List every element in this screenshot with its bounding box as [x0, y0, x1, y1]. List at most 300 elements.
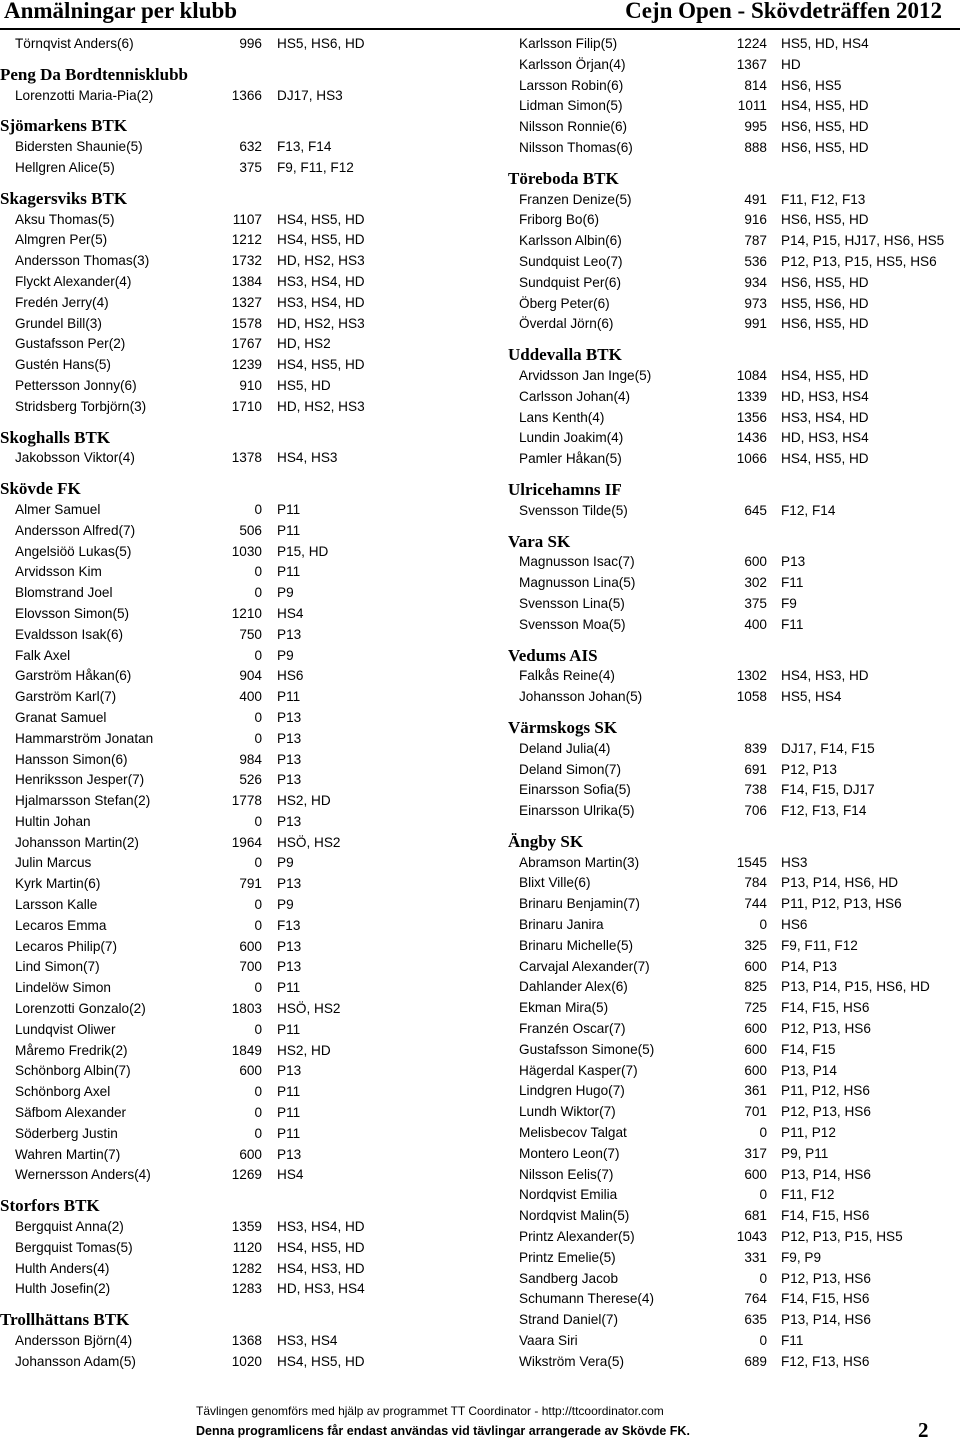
player-points: 536	[744, 253, 767, 269]
left-column	[0, 34, 480, 1373]
player-name: Överdal Jörn(6)	[519, 316, 614, 332]
player-row	[0, 1124, 480, 1145]
player-row	[508, 760, 960, 781]
player-name: Blomstrand Joel	[15, 585, 113, 601]
player-name: Wahren Martin(7)	[15, 1146, 121, 1162]
player-row	[0, 1082, 480, 1103]
player-name: Stridsberg Torbjörn(3)	[15, 398, 147, 414]
player-name: Arvidsson Kim	[15, 564, 102, 580]
player-row	[508, 96, 960, 117]
player-name: Jakobsson Viktor(4)	[15, 450, 135, 466]
player-points: 375	[744, 595, 767, 611]
player-classes: P11	[277, 522, 301, 538]
player-classes: HS2, HD	[277, 793, 331, 809]
player-name: Bergquist Tomas(5)	[15, 1239, 133, 1255]
player-points: 995	[744, 119, 767, 135]
player-name: Sundquist Per(6)	[519, 274, 622, 290]
player-name: Lundqvist Oliwer	[15, 1021, 116, 1037]
player-name: Strand Daniel(7)	[519, 1312, 618, 1328]
player-row	[0, 583, 480, 604]
player-row	[0, 729, 480, 750]
player-row	[0, 750, 480, 771]
player-classes: HSÖ, HS2	[277, 1001, 341, 1017]
player-classes: HS3, HS4, HD	[277, 294, 365, 310]
player-points: 784	[744, 875, 767, 891]
club-heading: Trollhättans BTK	[0, 1310, 130, 1330]
player-row	[508, 34, 960, 55]
player-points: 635	[744, 1312, 767, 1328]
player-points: 725	[744, 1000, 767, 1016]
player-points: 996	[239, 36, 262, 51]
player-row	[508, 1227, 960, 1248]
player-name: Andersson Björn(4)	[15, 1333, 133, 1349]
player-name: Henriksson Jesper(7)	[15, 772, 145, 788]
player-classes: HS5, HS4	[781, 689, 842, 705]
player-points: 317	[744, 1145, 767, 1161]
player-name: Schumann Therese(4)	[519, 1291, 655, 1307]
player-points: 0	[254, 501, 262, 517]
player-classes: HS4, HS3, HD	[277, 1260, 365, 1276]
player-row	[0, 272, 480, 293]
player-name: Wernersson Anders(4)	[15, 1167, 151, 1183]
player-points: 1366	[231, 87, 262, 103]
player-points: 1384	[231, 273, 262, 289]
player-points: 1212	[231, 232, 262, 248]
player-points: 0	[254, 585, 262, 601]
player-row	[508, 501, 960, 522]
player-classes: HS4, HS5, HD	[277, 1353, 365, 1369]
player-row	[508, 780, 960, 801]
player-name: Karlsson Örjan(4)	[519, 56, 626, 72]
player-classes: P15, HD	[277, 543, 329, 559]
club-heading: Töreboda BTK	[508, 168, 619, 188]
player-name: Sundquist Leo(7)	[519, 253, 623, 269]
player-classes: P13	[277, 626, 302, 642]
player-classes: P12, P13, HS6	[781, 1270, 871, 1286]
player-points: 600	[239, 1063, 262, 1079]
player-points: 1030	[231, 543, 262, 559]
player-classes: F12, F13, F14	[781, 803, 867, 819]
player-points: 526	[239, 772, 262, 788]
player-row	[0, 1145, 480, 1166]
player-points: 1710	[231, 398, 262, 414]
header-rule	[0, 28, 960, 30]
player-name: Printz Alexander(5)	[519, 1229, 635, 1245]
player-row	[508, 210, 960, 231]
player-name: Montero Leon(7)	[519, 1145, 620, 1161]
player-classes: HS3	[781, 854, 808, 870]
player-row	[0, 666, 480, 687]
player-points: 302	[744, 575, 767, 591]
player-classes: P12, P13, P15, HS5	[781, 1229, 903, 1245]
player-classes: HS4, HS5, HD	[781, 451, 869, 467]
player-classes: HS6	[277, 668, 304, 684]
player-classes: HS3, HS4, HD	[277, 1219, 365, 1235]
player-points: 1269	[231, 1167, 262, 1183]
player-classes: HS4, HS5, HD	[277, 357, 365, 373]
player-name: Franzén Oscar(7)	[519, 1021, 626, 1037]
player-name: Johansson Martin(2)	[15, 834, 139, 850]
player-points: 375	[239, 159, 262, 175]
player-points: 600	[744, 958, 767, 974]
player-name: Lindgren Hugo(7)	[519, 1083, 625, 1099]
player-name: Blixt Ville(6)	[519, 875, 591, 891]
player-points: 0	[759, 1333, 767, 1349]
player-row	[0, 1020, 480, 1041]
player-points: 361	[744, 1083, 767, 1099]
player-points: 1043	[736, 1229, 767, 1245]
player-row	[508, 1185, 960, 1206]
player-row	[508, 1061, 960, 1082]
player-classes: P11	[277, 1125, 301, 1141]
player-classes: P13, P14	[781, 1062, 837, 1078]
player-points: 934	[744, 274, 767, 290]
player-name: Johansson Adam(5)	[15, 1353, 136, 1369]
player-classes: HS6, HS5, HD	[781, 274, 869, 290]
player-points: 738	[744, 782, 767, 798]
player-points: 744	[744, 896, 767, 912]
player-classes: HS4	[277, 1167, 304, 1183]
player-row	[0, 334, 480, 355]
player-points: 0	[759, 1270, 767, 1286]
player-points: 632	[239, 139, 262, 155]
player-name: Svensson Lina(5)	[519, 595, 625, 611]
player-points: 0	[759, 917, 767, 933]
player-row	[0, 314, 480, 335]
player-classes: P11	[277, 980, 301, 996]
player-name: Grundel Bill(3)	[15, 315, 102, 331]
player-classes: P9	[277, 855, 294, 871]
player-classes: P13	[277, 751, 302, 767]
player-points: 1239	[231, 357, 262, 373]
player-name: Lundin Joakim(4)	[519, 430, 624, 446]
player-row	[508, 190, 960, 211]
player-classes: DJ17, F14, F15	[781, 740, 875, 756]
player-points: 691	[744, 761, 767, 777]
club-heading: Skagersviks BTK	[0, 188, 128, 208]
player-classes: HD, HS2, HS3	[277, 253, 365, 269]
player-name: Larsson Kalle	[15, 897, 98, 913]
player-name: Svensson Moa(5)	[519, 616, 626, 632]
player-row	[0, 1217, 480, 1238]
player-row	[508, 1206, 960, 1227]
player-classes: P13	[277, 772, 302, 788]
player-row	[0, 687, 480, 708]
player-row	[0, 1352, 480, 1373]
player-row	[0, 137, 480, 158]
player-points: 904	[239, 668, 262, 684]
player-classes: HS4	[277, 605, 304, 621]
player-name: Bergquist Anna(2)	[15, 1219, 124, 1235]
player-classes: F11	[781, 1333, 804, 1349]
player-row	[508, 76, 960, 97]
player-row	[508, 314, 960, 335]
player-name: Almer Samuel	[15, 501, 101, 517]
player-points: 839	[744, 740, 767, 756]
player-name: Schönborg Axel	[15, 1084, 111, 1100]
player-points: 600	[744, 1062, 767, 1078]
player-points: 750	[239, 626, 262, 642]
player-row	[508, 1248, 960, 1269]
player-row	[0, 625, 480, 646]
player-classes: P13	[781, 554, 806, 570]
player-points: 600	[744, 1166, 767, 1182]
club-heading: Skoghalls BTK	[0, 427, 111, 447]
player-classes: HS5, HS6, HD	[277, 36, 365, 51]
player-classes: P13, P14, HS6	[781, 1312, 871, 1328]
player-name: Dahlander Alex(6)	[519, 979, 628, 995]
player-row	[508, 273, 960, 294]
player-name: Granat Samuel	[15, 709, 107, 725]
player-classes: HS3, HS4	[277, 1333, 338, 1349]
player-classes: F11, F12, F13	[781, 191, 866, 207]
player-name: Andersson Alfred(7)	[15, 522, 136, 538]
player-name: Elovsson Simon(5)	[15, 605, 130, 621]
player-points: 506	[239, 522, 262, 538]
player-points: 1545	[736, 854, 767, 870]
player-classes: P9	[277, 647, 294, 663]
player-classes: P13	[277, 959, 302, 975]
player-points: 1020	[231, 1353, 262, 1369]
player-classes: F9	[781, 595, 797, 611]
player-row	[0, 1103, 480, 1124]
player-points: 791	[239, 876, 262, 892]
player-name: Brinaru Michelle(5)	[519, 937, 634, 953]
player-row	[0, 1331, 480, 1352]
player-points: 0	[254, 1125, 262, 1141]
player-row	[0, 500, 480, 521]
player-points: 0	[759, 1125, 767, 1141]
player-classes: P13	[277, 709, 302, 725]
player-classes: P11	[277, 501, 301, 517]
club-heading: Vara SK	[508, 531, 571, 551]
player-classes: P13	[277, 1146, 302, 1162]
player-classes: HS4, HS5, HD	[277, 232, 365, 248]
player-classes: P12, P13, HS6	[781, 1021, 871, 1037]
player-classes: HS6	[781, 917, 808, 933]
player-points: 1378	[231, 450, 262, 466]
player-name: Lidman Simon(5)	[519, 98, 623, 114]
player-points: 0	[254, 1105, 262, 1121]
player-row	[0, 646, 480, 667]
player-classes: HS6, HS5, HD	[781, 212, 869, 228]
player-classes: HS3, HS4, HD	[277, 273, 365, 289]
player-points: 825	[744, 979, 767, 995]
player-classes: F9, F11, F12	[277, 159, 354, 175]
player-classes: HS3, HS4, HD	[781, 409, 869, 425]
player-row	[0, 230, 480, 251]
player-classes: P12, P13	[781, 761, 837, 777]
player-points: 1359	[231, 1219, 262, 1235]
player-classes: P12, P13, HS6	[781, 1104, 871, 1120]
player-classes: F11, F12	[781, 1187, 835, 1203]
player-name: Lecaros Emma	[15, 917, 107, 933]
player-name: Gustén Hans(5)	[15, 357, 111, 373]
player-name: Carvajal Alexander(7)	[519, 958, 650, 974]
player-name: Evaldsson Isak(6)	[15, 626, 124, 642]
player-classes: P13	[277, 730, 302, 746]
player-points: 681	[744, 1208, 767, 1224]
player-row	[508, 428, 960, 449]
player-row	[0, 812, 480, 833]
player-row	[508, 231, 960, 252]
player-row	[0, 86, 480, 107]
player-row	[508, 138, 960, 159]
player-row	[508, 894, 960, 915]
player-row	[508, 873, 960, 894]
player-classes: F11	[781, 575, 804, 591]
player-row	[508, 294, 960, 315]
player-row	[508, 1310, 960, 1331]
player-name: Lecaros Philip(7)	[15, 938, 117, 954]
player-points: 600	[744, 554, 767, 570]
player-name: Einarsson Ulrika(5)	[519, 803, 635, 819]
player-points: 0	[254, 917, 262, 933]
player-name: Hultin Johan	[15, 813, 91, 829]
club-heading: Vedums AIS	[508, 645, 598, 665]
player-points: 916	[744, 212, 767, 228]
player-name: Pettersson Jonny(6)	[15, 377, 137, 393]
club-heading: Sjömarkens BTK	[0, 116, 128, 136]
player-name: Hjalmarsson Stefan(2)	[15, 793, 151, 809]
player-row	[0, 376, 480, 397]
player-classes: HS6, HS5, HD	[781, 316, 869, 332]
player-name: Printz Emelie(5)	[519, 1249, 616, 1265]
player-classes: P14, P13	[781, 958, 837, 974]
player-name: Carlsson Johan(4)	[519, 388, 631, 404]
player-name: Karlsson Filip(5)	[519, 36, 618, 51]
player-name: Lans Kenth(4)	[519, 409, 605, 425]
player-row	[0, 937, 480, 958]
player-points: 0	[254, 1084, 262, 1100]
player-row	[508, 936, 960, 957]
player-points: 400	[744, 616, 767, 632]
right-column	[508, 34, 960, 1373]
player-name: Säfbom Alexander	[15, 1105, 127, 1121]
page-number: 2	[918, 1418, 929, 1442]
player-row	[508, 252, 960, 273]
player-row	[508, 998, 960, 1019]
player-points: 787	[744, 233, 767, 249]
footer-credit: Tävlingen genomförs med hjälp av programmet TT Coordinator - http://ttcoordinator.com	[196, 1404, 664, 1418]
player-points: 991	[744, 316, 767, 332]
player-points: 1849	[231, 1042, 262, 1058]
player-name: Lundh Wiktor(7)	[519, 1104, 616, 1120]
player-row	[508, 1165, 960, 1186]
player-name: Aksu Thomas(5)	[15, 211, 115, 227]
player-points: 600	[239, 1146, 262, 1162]
player-classes: HD, HS2	[277, 336, 331, 352]
player-name: Lorenzotti Maria-Pia(2)	[15, 87, 154, 103]
player-name: Hulth Josefin(2)	[15, 1281, 111, 1297]
player-name: Måremo Fredrik(2)	[15, 1042, 128, 1058]
player-classes: F13, F14	[277, 139, 332, 155]
player-points: 0	[254, 980, 262, 996]
player-classes: P12, P13, P15, HS5, HS6	[781, 253, 937, 269]
player-row	[508, 1102, 960, 1123]
player-name: Pamler Håkan(5)	[519, 451, 622, 467]
page-footer	[0, 1402, 960, 1442]
player-points: 0	[254, 647, 262, 663]
player-classes: F14, F15	[781, 1041, 836, 1057]
player-points: 701	[744, 1104, 767, 1120]
player-row	[508, 801, 960, 822]
player-classes: F14, F15, HS6	[781, 1208, 870, 1224]
player-name: Brinaru Benjamin(7)	[519, 896, 640, 912]
player-row	[0, 604, 480, 625]
player-name: Arvidsson Jan Inge(5)	[519, 367, 652, 383]
player-points: 1778	[231, 793, 262, 809]
player-points: 1767	[231, 336, 262, 352]
player-name: Melisbecov Talgat	[519, 1125, 627, 1141]
player-points: 0	[254, 730, 262, 746]
player-classes: P9	[277, 585, 294, 601]
player-name: Falk Axel	[15, 647, 71, 663]
player-row	[0, 397, 480, 418]
player-classes: HS4, HS5, HD	[781, 367, 869, 383]
player-name: Almgren Per(5)	[15, 232, 108, 248]
player-row	[0, 293, 480, 314]
player-name: Söderberg Justin	[15, 1125, 118, 1141]
player-row	[508, 977, 960, 998]
player-classes: HS6, HS5	[781, 77, 842, 93]
player-row	[508, 117, 960, 138]
player-classes: P13	[277, 813, 302, 829]
player-classes: P11	[277, 564, 301, 580]
player-row	[0, 1238, 480, 1259]
player-points: 706	[744, 803, 767, 819]
player-name: Vaara Siri	[519, 1333, 578, 1349]
player-points: 700	[239, 959, 262, 975]
player-name: Nilsson Thomas(6)	[519, 139, 633, 155]
club-heading: Skövde FK	[0, 479, 81, 499]
player-points: 400	[239, 689, 262, 705]
player-row	[0, 251, 480, 272]
player-name: Lorenzotti Gonzalo(2)	[15, 1001, 146, 1017]
footer-license: Denna programlicens får endast användas vid tävlingar arrangerade av Skövde FK.	[196, 1424, 690, 1438]
player-name: Lindelöw Simon	[15, 980, 111, 996]
player-points: 1282	[231, 1260, 262, 1276]
player-classes: F12, F14	[781, 502, 836, 518]
player-classes: P11	[277, 689, 301, 705]
player-row	[0, 791, 480, 812]
player-name: Nilsson Eelis(7)	[519, 1166, 614, 1182]
player-name: Julin Marcus	[15, 855, 92, 871]
player-row	[508, 853, 960, 874]
player-row	[508, 915, 960, 936]
player-row	[508, 687, 960, 708]
player-classes: P9, P11	[781, 1145, 829, 1161]
player-points: 1367	[736, 56, 767, 72]
player-row	[0, 1165, 480, 1186]
player-classes: HSÖ, HS2	[277, 834, 341, 850]
player-classes: P11	[277, 1084, 301, 1100]
player-classes: F9, F11, F12	[781, 937, 858, 953]
player-name: Garström Håkan(6)	[15, 668, 132, 684]
player-row	[0, 916, 480, 937]
player-row	[0, 1061, 480, 1082]
player-name: Öberg Peter(6)	[519, 295, 610, 311]
player-name: Hammarström Jonatan	[15, 730, 154, 746]
player-classes: HD, HS2, HS3	[277, 315, 365, 331]
player-name: Hansson Simon(6)	[15, 751, 128, 767]
player-classes: HD, HS3, HS4	[781, 388, 869, 404]
player-name: Brinaru Janira	[519, 917, 604, 933]
player-points: 1803	[231, 1001, 262, 1017]
player-points: 0	[254, 709, 262, 725]
player-row	[508, 739, 960, 760]
player-name: Kyrk Martin(6)	[15, 876, 101, 892]
